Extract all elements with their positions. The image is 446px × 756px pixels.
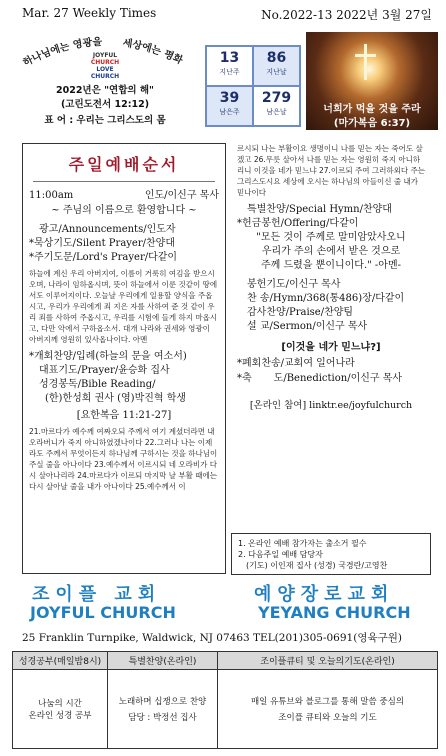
day-counter xyxy=(205,45,301,127)
worship-title: 주일예배순서 xyxy=(68,155,180,174)
opening: 11:00am 인도/이신구 목사 xyxy=(29,190,219,201)
table-cell: 노래하며 십쟁으로 찬양 담당 : 박정선 집사 xyxy=(108,670,218,749)
arc-right-text: 세상에는 평화 xyxy=(121,38,185,67)
order-item: 봉헌기도/이신구 목사 xyxy=(247,279,341,290)
order-item: 설 교/Sermon/이신구 목사 xyxy=(247,321,368,332)
offering-verse: "모든 것이 주께로 말미암았사오니 xyxy=(256,232,406,243)
table-cell: 매일 유튜브와 블로그를 통해 말씀 중심의 조이플 큐티와 오늘의 기도 xyxy=(218,670,438,749)
divider xyxy=(33,181,215,182)
offering-verse: 주께 드렸을 뿐이니이다." -아멘- xyxy=(261,260,401,271)
cross-photo xyxy=(306,32,438,130)
table-header: 성경공부(매일밤8시) xyxy=(13,652,108,670)
order-item: 대표기도/Prayer/윤승화 집사 xyxy=(39,365,170,376)
sermon-title: [이것을 네가 믿느냐?] xyxy=(281,342,381,353)
order-item: 성경봉독/Bible Reading/ xyxy=(39,379,156,390)
online-link[interactable]: [온라인 참여] linktr.ee/joyfulchurch xyxy=(249,400,413,411)
lords-prayer-text: 하늘에 계신 우리 아버지여, 이름이 거룩히 여김을 받으시오며, 나라이 임하옵시며, 뜻이 하늘에서 이룬 것같이 땅에서도 이루어지이다. 오늘날 우리에게 일용할 양식을 주옵시고, 우리가 우리에게 죄 지은 자를 사하여 준 것 같이 우리 죄를 사하여 주옵시고, 우리를 시험에 들게 하지 마옵시고, 다만 악에서 구하옵소서. 대개 나라와 권세와 영광이 아버지께 영원히 있사옵나이다. 아멘 xyxy=(29,269,218,344)
weeks-passed: 13 지난주 xyxy=(206,46,253,86)
order-item: 광고/Announcements/인도자 xyxy=(39,224,176,235)
photo-verse: 너희가 먹을 것을 주라 xyxy=(323,104,421,115)
joyful-church-emblem: JOYFUL CHURCH LOVE CHURCH xyxy=(90,52,120,80)
table-cell: 나눔의 시간 온라인 성경 공부 xyxy=(13,670,108,749)
order-item: 특별찬양/Special Hymn/찬양대 xyxy=(247,204,392,215)
issue-date: Mar. 27 Weekly Times xyxy=(22,6,157,20)
weekly-programs-table xyxy=(12,651,438,749)
church-address: 25 Franklin Turnpike, Waldwick, NJ 07463 TEL(201)305-0691(영육구원) xyxy=(22,632,402,644)
cross-icon xyxy=(364,44,367,80)
table-header: 조이플큐티 및 오늘의기도(온라인) xyxy=(218,652,438,670)
order-item: *개회찬양/입례(하늘의 문을 여소서) xyxy=(29,351,187,362)
church-logo-area xyxy=(10,30,200,130)
worship-order xyxy=(22,143,226,574)
scripture-reference: [요한복음 11:21-27] xyxy=(76,410,172,421)
issue-number: No.2022-13 2022년 3월 27일 xyxy=(261,8,432,22)
church-name-korean-joyful: 조이플 교회 xyxy=(32,584,162,605)
arc-left-text: 하나님에는 영광을 xyxy=(21,36,103,69)
readers: (한)한성희 권사 (영)박진혁 학생 xyxy=(45,393,187,404)
svg-text:세상에는 평화 xyxy=(122,36,185,67)
benediction: *축 도/Benediction/이신구 목사 xyxy=(237,373,403,384)
year-theme-reference: (고린도전서 12:12) xyxy=(60,99,150,110)
order-item: 감사찬양/Praise/찬양팀 xyxy=(247,307,354,318)
scripture-continued: 르시되 나는 부활이요 생명이니 나를 믿는 자는 죽어도 살겠고 26.무릇 살아서 나를 믿는 자는 영원히 죽지 아니하리니 이것을 네가 믿느냐 27.이르되 주여 그러하외다 주는 그리스도시요 세상에 오시는 하나님의 아들이신 줄 내가 믿나이다 xyxy=(237,144,426,197)
announcement: (기도) 이인재 집사 (성경) 국경란/고영찬 xyxy=(246,561,388,570)
order-item: *주기도문/Lord's Prayer/다같이 xyxy=(29,252,178,263)
announcement: 1. 온라인 예배 참가자는 출소거 필수 xyxy=(238,539,367,548)
masthead xyxy=(22,6,432,22)
photo-verse-ref: (마가복음 6:37) xyxy=(333,118,411,129)
welcome: ~ 주님의 이름으로 환영합니다 ~ xyxy=(51,205,197,216)
scripture-text: 21.마르다가 예수께 여짜오되 주께서 여기 계셨더라면 내 오라버니가 죽지 아니하였겠나이다 22.그러나 나는 이제라도 주께서 무엇이든지 하나님께 구하시는 것을 하나님이 주실 줄을 아나이다 23.예수께서 이르시되 네 오라비가 다시 살아나리라 24.마르다가 이르되 마지막 날 부활 때에는 다시 살아날 줄을 내가 아나이다 25.예수께서 이 xyxy=(29,427,218,491)
order-item: *헌금봉헌/Offering/다같이 xyxy=(237,218,359,229)
offering-verse: 우리가 주의 손에서 받은 것으로 xyxy=(261,246,401,257)
motto: 표 어 : 우리는 그리스도의 몸 xyxy=(44,115,166,126)
days-remaining: 279 남은날 xyxy=(253,86,300,126)
order-item: 찬 송/Hymn/368(통486)장/다같이 xyxy=(247,293,405,304)
order-item: *폐회찬송/교회여 일어나라 xyxy=(237,358,355,369)
weeks-remaining: 39 남은주 xyxy=(206,86,253,126)
order-item: *묵상기도/Silent Prayer/찬양대 xyxy=(29,238,175,249)
announcements-box xyxy=(231,533,431,575)
announcement: 2. 다음주일 예배 담당자 xyxy=(238,550,323,559)
year-theme: 2022년은 "연합의 해" xyxy=(55,85,155,96)
days-passed: 86 지난날 xyxy=(253,46,300,86)
worship-order-continued xyxy=(231,143,431,523)
church-name-korean-yeyang: 예양장로교회 xyxy=(254,584,395,605)
table-header: 특별찬양(온라인) xyxy=(108,652,218,670)
church-name-english-yeyang: YEYANG CHURCH xyxy=(258,603,411,622)
church-name-english-joyful: JOYFUL CHURCH xyxy=(30,603,176,622)
